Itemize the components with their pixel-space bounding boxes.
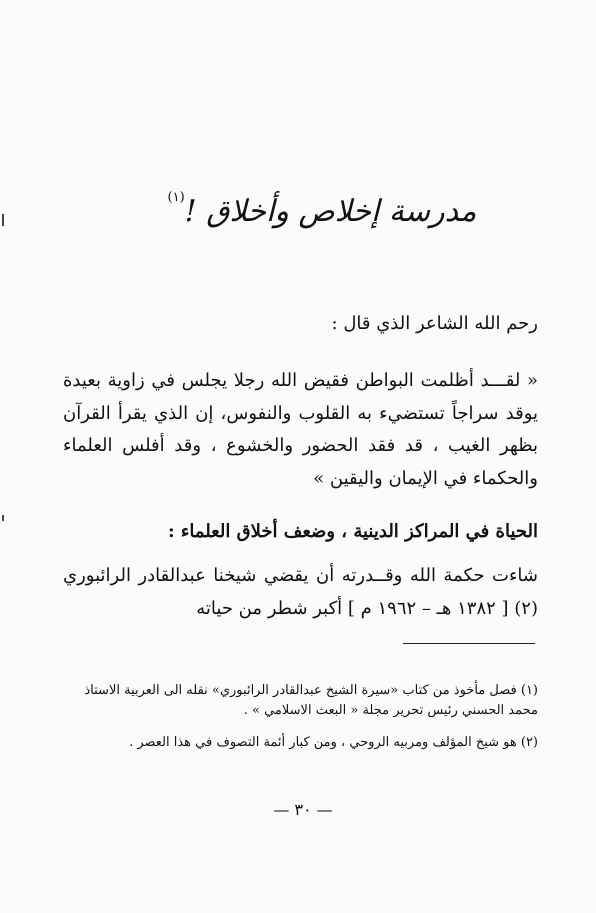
body-paragraph: شاءت حكمة الله وقــدرته أن يقضي شيخنا عبدالقادر الرائبوري (٢) [ ١٣٨٢ هـ – ١٩٦٢ م ] أكبر شطر من حياته [63,565,538,619]
page-edge-mark [2,214,4,226]
page-title [150,178,490,232]
footnote-separator [403,643,535,644]
footnote-2: (٢) هو شيخ المؤلف ومربيه الروحي ، ومن كبار أئمة التصوف في هذا العصر . [129,735,538,750]
title-footnote-marker: (١) [167,190,185,205]
title-text: مدرسة إخلاص وأخلاق ! [184,194,477,229]
page-edge-mark [2,515,4,521]
quoted-passage: « لقـــد أظلمت البواطن فقيض الله رجلا يجلس في زاوية بعيدة يوقد سراجاً تستضيء به القلوب والنفوس، إن الذي يقرأ القرآن بظهر الغيب ، قد فقد الحضور والخشوع ، وقد أفلس العلماء والحكماء في الإيمان واليقين » [63,370,538,489]
section-heading: الحياة في المراكز الدينية ، وضعف أخلاق العلماء : [167,521,538,542]
page-number: — ٣٠ — [273,800,333,819]
intro-line: رحم الله الشاعر الذي قال : [331,313,538,334]
footnote-1: (١) فصل مأخوذ من كتاب «سيرة الشيخ عبدالقادر الرائبوري» نقله الى العربية الاستاذ محمد الحسني رئيس تحرير مجلة « البعث الاسلامي » . [84,683,538,718]
